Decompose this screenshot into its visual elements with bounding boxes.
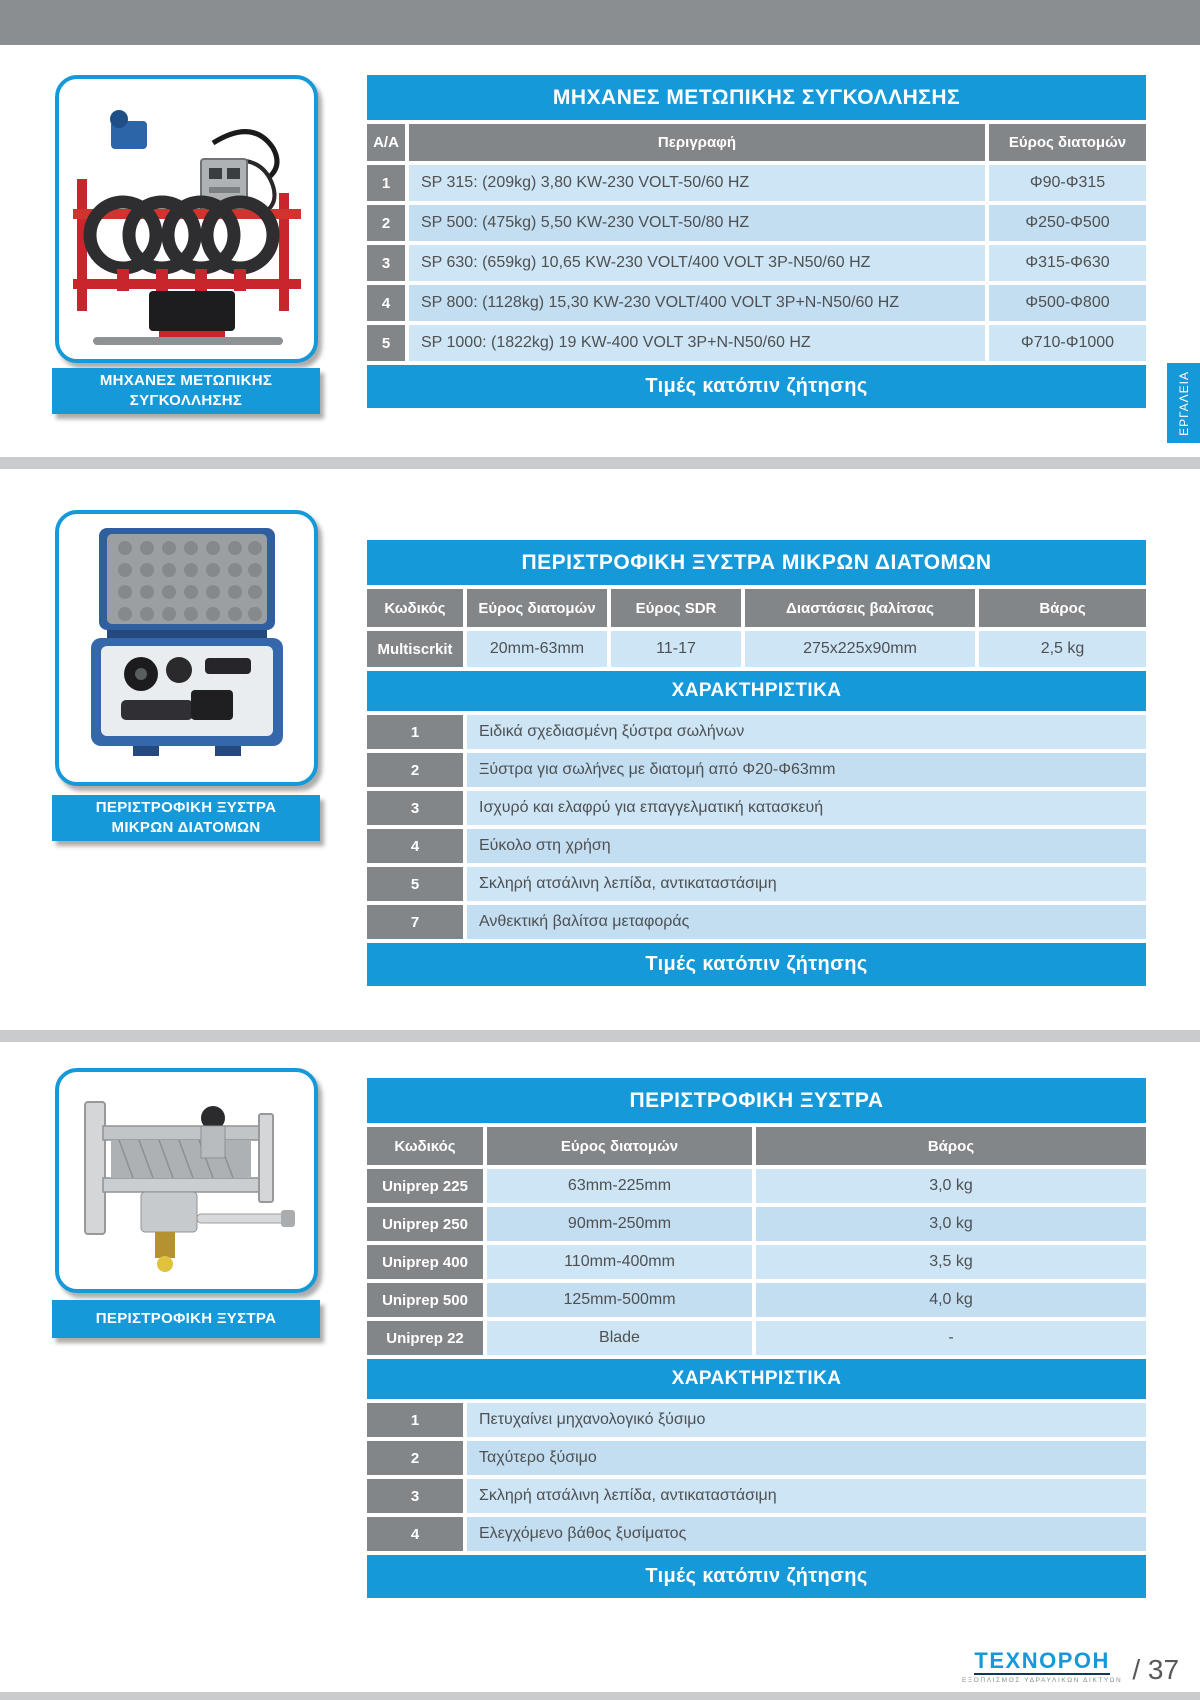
price-note-bar: Τιμές κατόπιν ζήτησης xyxy=(367,943,1146,986)
row-range: 63mm-225mm xyxy=(487,1169,752,1203)
row-weight: 3,5 kg xyxy=(756,1245,1146,1279)
feature-text: Πετυχαίνει μηχανολογικό ξύσιμο xyxy=(467,1403,1146,1437)
product-code: Multiscrkit xyxy=(367,631,463,667)
row-description: SP 1000: (1822kg) 19 KW-400 VOLT 3P+N-N50/60 HZ xyxy=(409,325,985,361)
feature-number: 7 xyxy=(367,905,463,939)
feature-number: 2 xyxy=(367,1441,463,1475)
column-header: Εύρος διατομών xyxy=(487,1127,752,1165)
spec-sdr: 11-17 xyxy=(611,631,741,667)
column-header: Α/Α xyxy=(367,124,405,161)
column-header: Κωδικός xyxy=(367,1127,483,1165)
features-title-bar: ΧΑΡΑΚΤΗΡΙΣΤΙΚΑ xyxy=(367,671,1146,711)
table-row xyxy=(367,165,1146,201)
bottom-band xyxy=(0,1692,1200,1700)
feature-row xyxy=(367,715,1146,749)
caption-line: ΠΕΡΙΣΤΡΟΦΙΚΗ ΞΥΣΤΡΑ xyxy=(95,798,277,816)
table-row xyxy=(367,205,1146,241)
column-header: Εύρος διατομών xyxy=(467,589,607,627)
row-range: 110mm-400mm xyxy=(487,1245,752,1279)
feature-number: 1 xyxy=(367,715,463,749)
rotary-scraper-caption xyxy=(52,1300,320,1338)
feature-row xyxy=(367,791,1146,825)
section-divider-2 xyxy=(0,1030,1200,1042)
price-note-bar: Τιμές κατόπιν ζήτησης xyxy=(367,365,1146,408)
table-title: ΠΕΡΙΣΤΡΟΦΙΚΗ ΞΥΣΤΡΑ ΜΙΚΡΩΝ ΔΙΑΤΟΜΩΝ xyxy=(367,540,1146,585)
row-description: SP 315: (209kg) 3,80 KW-230 VOLT-50/60 HZ xyxy=(409,165,985,201)
caption-line: ΜΙΚΡΩΝ ΔΙΑΤΟΜΩΝ xyxy=(111,819,261,836)
table-row xyxy=(367,1321,1146,1355)
feature-row xyxy=(367,1403,1146,1437)
column-header: Διαστάσεις βαλίτσας xyxy=(745,589,975,627)
table-header-row xyxy=(367,1127,1146,1165)
features-title-bar: ΧΑΡΑΚΤΗΡΙΣΤΙΚΑ xyxy=(367,1359,1146,1399)
row-range: Φ710-Φ1000 xyxy=(989,325,1146,361)
side-tab-tools xyxy=(1167,363,1200,443)
row-number: 3 xyxy=(367,245,405,281)
feature-number: 4 xyxy=(367,1517,463,1551)
caption-line: ΣΥΓΚΟΛΛΗΣΗΣ xyxy=(129,392,243,409)
scraper-case-photo xyxy=(63,518,310,778)
spec-case-dims: 275x225x90mm xyxy=(745,631,975,667)
brand-name: ΤΕΧΝΟΡΟΗ xyxy=(974,1648,1110,1673)
spec-row xyxy=(367,631,1146,667)
product-code: Uniprep 225 xyxy=(367,1169,483,1203)
feature-number: 5 xyxy=(367,867,463,901)
product-code: Uniprep 250 xyxy=(367,1207,483,1241)
feature-text: Ταχύτερο ξύσιμο xyxy=(467,1441,1146,1475)
column-header: Κωδικός xyxy=(367,589,463,627)
page-number: / 37 xyxy=(1132,1654,1180,1685)
feature-row xyxy=(367,1441,1146,1475)
row-weight: - xyxy=(756,1321,1146,1355)
caption-line: ΠΕΡΙΣΤΡΟΦΙΚΗ ΞΥΣΤΡΑ xyxy=(95,1309,277,1327)
feature-text: Σκληρή ατσάλινη λεπίδα, αντικαταστάσιμη xyxy=(467,1479,1146,1513)
rotary-scraper-photo-card xyxy=(55,1068,318,1293)
row-number: 1 xyxy=(367,165,405,201)
row-range: Blade xyxy=(487,1321,752,1355)
row-weight: 3,0 kg xyxy=(756,1169,1146,1203)
feature-number: 3 xyxy=(367,791,463,825)
table-title: ΜΗΧΑΝΕΣ ΜΕΤΩΠΙΚΗΣ ΣΥΓΚΟΛΛΗΣΗΣ xyxy=(367,75,1146,120)
column-header: Βάρος xyxy=(979,589,1146,627)
feature-row xyxy=(367,867,1146,901)
row-range: 90mm-250mm xyxy=(487,1207,752,1241)
feature-text: Ισχυρό και ελαφρύ για επαγγελματική κατασκευή xyxy=(467,791,1146,825)
table-row xyxy=(367,285,1146,321)
row-number: 2 xyxy=(367,205,405,241)
feature-row xyxy=(367,829,1146,863)
feature-number: 2 xyxy=(367,753,463,787)
brand-logo xyxy=(962,1650,1122,1684)
column-header: Εύρος SDR xyxy=(611,589,741,627)
feature-number: 3 xyxy=(367,1479,463,1513)
spec-weight: 2,5 kg xyxy=(979,631,1146,667)
row-description: SP 630: (659kg) 10,65 KW-230 VOLT/400 VOLT 3P-N50/60 HZ xyxy=(409,245,985,281)
rotary-scraper-photo xyxy=(63,1076,310,1285)
spec-range: 20mm-63mm xyxy=(467,631,607,667)
column-header: Περιγραφή xyxy=(409,124,985,161)
scraper-small-table xyxy=(367,540,1146,986)
row-range: Φ500-Φ800 xyxy=(989,285,1146,321)
welding-machine-photo-card xyxy=(55,75,318,363)
row-range: Φ250-Φ500 xyxy=(989,205,1146,241)
row-range: Φ90-Φ315 xyxy=(989,165,1146,201)
welding-machine-caption xyxy=(52,368,320,414)
feature-row xyxy=(367,905,1146,939)
table-header-row xyxy=(367,124,1146,161)
feature-row xyxy=(367,1517,1146,1551)
footer xyxy=(962,1650,1179,1684)
row-range: 125mm-500mm xyxy=(487,1283,752,1317)
column-header: Βάρος xyxy=(756,1127,1146,1165)
row-weight: 4,0 kg xyxy=(756,1283,1146,1317)
table-row xyxy=(367,245,1146,281)
scraper-small-caption xyxy=(52,795,320,841)
row-range: Φ315-Φ630 xyxy=(989,245,1146,281)
product-code: Uniprep 22 xyxy=(367,1321,483,1355)
rotary-scraper-table xyxy=(367,1078,1146,1598)
feature-text: Ανθεκτική βαλίτσα μεταφοράς xyxy=(467,905,1146,939)
row-number: 5 xyxy=(367,325,405,361)
row-number: 4 xyxy=(367,285,405,321)
row-description: SP 800: (1128kg) 15,30 KW-230 VOLT/400 VOLT 3P+N-N50/60 HZ xyxy=(409,285,985,321)
scraper-case-photo-card xyxy=(55,510,318,786)
row-description: SP 500: (475kg) 5,50 KW-230 VOLT-50/80 HZ xyxy=(409,205,985,241)
table-row xyxy=(367,325,1146,361)
section-divider-1 xyxy=(0,457,1200,469)
feature-text: Σκληρή ατσάλινη λεπίδα, αντικαταστάσιμη xyxy=(467,867,1146,901)
table-row xyxy=(367,1169,1146,1203)
brand-subtitle: ΕΞΟΠΛΙΣΜΟΣ ΥΔΡΑΥΛΙΚΩΝ ΔΙΚΤΥΩΝ xyxy=(962,1677,1123,1684)
table-row xyxy=(367,1283,1146,1317)
welding-machines-table xyxy=(367,75,1146,408)
row-weight: 3,0 kg xyxy=(756,1207,1146,1241)
product-code: Uniprep 500 xyxy=(367,1283,483,1317)
feature-text: Ελεγχόμενο βάθος ξυσίματος xyxy=(467,1517,1146,1551)
feature-row xyxy=(367,1479,1146,1513)
feature-number: 4 xyxy=(367,829,463,863)
caption-line: ΜΗΧΑΝΕΣ ΜΕΤΩΠΙΚΗΣ xyxy=(99,371,273,389)
table-title: ΠΕΡΙΣΤΡΟΦΙΚΗ ΞΥΣΤΡΑ xyxy=(367,1078,1146,1123)
table-header-row xyxy=(367,589,1146,627)
feature-number: 1 xyxy=(367,1403,463,1437)
welding-machine-photo xyxy=(63,83,310,355)
price-note-bar: Τιμές κατόπιν ζήτησης xyxy=(367,1555,1146,1598)
feature-text: Ειδικά σχεδιασμένη ξύστρα σωλήνων xyxy=(467,715,1146,749)
feature-text: Ξύστρα για σωλήνες με διατομή από Φ20-Φ63mm xyxy=(467,753,1146,787)
table-row xyxy=(367,1207,1146,1241)
side-tab-label: ΕΡΓΑΛΕΙΑ xyxy=(1176,370,1191,436)
table-row xyxy=(367,1245,1146,1279)
feature-row xyxy=(367,753,1146,787)
product-code: Uniprep 400 xyxy=(367,1245,483,1279)
top-band xyxy=(0,0,1200,45)
column-header: Εύρος διατομών xyxy=(989,124,1146,161)
feature-text: Εύκολο στη χρήση xyxy=(467,829,1146,863)
